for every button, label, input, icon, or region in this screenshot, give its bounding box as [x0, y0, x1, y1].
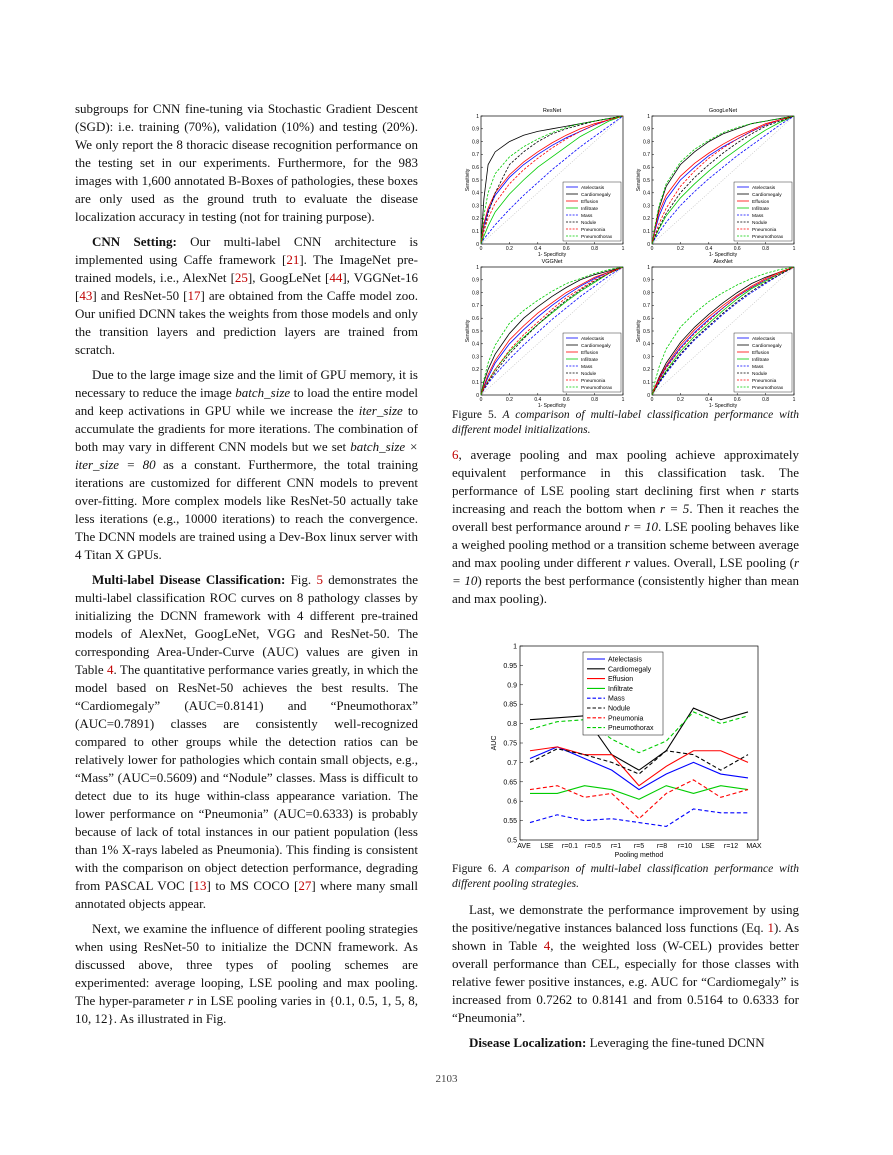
legend-label: Cardiomegaly — [608, 666, 652, 674]
legend-label: Mass — [752, 364, 764, 370]
x-tick-label: 0.4 — [534, 397, 542, 403]
figure-link[interactable]: 5 — [316, 572, 323, 587]
y-tick-label: 0.7 — [643, 303, 650, 310]
legend-label: Cardiomegaly — [581, 343, 611, 349]
x-tick-label: 0.6 — [562, 246, 570, 252]
y-tick-label: 0.8 — [472, 290, 479, 297]
x-axis-label: 1- Specificity — [537, 252, 567, 258]
citation-link[interactable]: 27 — [298, 878, 312, 893]
y-tick-label: 0.9 — [643, 126, 650, 133]
legend-label: Atelectasis — [581, 336, 605, 342]
y-tick-label: 0.4 — [643, 341, 650, 348]
chart-title: VGGNet — [541, 259, 563, 265]
x-tick-label: r=8 — [656, 843, 668, 850]
left-column — [75, 100, 418, 1035]
x-tick-label: 0 — [650, 246, 654, 252]
x-tick-label: 0.6 — [733, 397, 741, 403]
equation-link[interactable]: 1 — [767, 920, 774, 935]
legend-label: Pneumonia — [581, 227, 606, 233]
y-tick-label: 0.4 — [472, 190, 479, 197]
legend-label: Nodule — [752, 220, 768, 226]
x-axis-label: 1- Specificity — [708, 252, 738, 258]
figure-link[interactable]: 6 — [452, 447, 459, 462]
legend-label: Pneumonia — [581, 378, 606, 384]
y-tick-label: 0 — [476, 241, 479, 248]
y-tick-label: 0 — [476, 392, 479, 399]
x-tick-label: r=12 — [723, 843, 739, 850]
y-tick-label: 0.7 — [472, 303, 479, 310]
legend-label: Effusion — [608, 676, 634, 684]
legend-label: Infiltrate — [608, 685, 633, 693]
y-tick-label: 1 — [476, 264, 479, 271]
legend-label: Pneumothorax — [752, 385, 784, 391]
y-axis-label: Sensitivity — [636, 319, 642, 343]
y-tick-label: 0.3 — [643, 203, 650, 210]
citation-link[interactable]: 44 — [329, 270, 343, 285]
legend-label: Cardiomegaly — [581, 192, 611, 198]
right-column-upper — [452, 408, 799, 615]
y-tick-label: 1 — [476, 113, 479, 120]
legend-label: Nodule — [581, 220, 597, 226]
y-axis-label: Sensitivity — [465, 168, 471, 192]
x-tick-label: 0.4 — [705, 246, 713, 252]
page-number: 2103 — [435, 1073, 458, 1085]
legend-label: Infiltrate — [752, 206, 770, 212]
paragraph-lse-pooling: 6, average pooling and max pooling achieve approximately equivalent performance in this classification task. The performance of LSE pooling start declining first when r starts increasing and reach the bottom when r = 5. Then it reaches the overall best performance around r = 10. LSE pooling behaves like a weighed pooling method or a transition scheme between average and max pooling under different r values. Overall, LSE pooling (r = 10) reports the best performance (consistently higher than mean and max pooling). — [452, 447, 800, 606]
legend-label: Atelectasis — [581, 185, 605, 191]
y-tick-label: 0.6 — [643, 165, 650, 171]
legend-label: Pneumonia — [608, 715, 644, 723]
x-tick-label: LSE — [540, 843, 554, 850]
legend-label: Pneumothorax — [752, 234, 784, 240]
paragraph-batch-size: Due to the large image size and the limit of GPU memory, it is necessary to reduce the image batch_size to load the entire model and keep activations in GPU while we increase the iter_size to accumulate the gradients for more iterations. The combination of both may vary in different CNN models but we set batch_size × iter_size = 80 as a constant. Furthermore, the total training iterations are customized for different CNN models to prevent over-fitting. More complex models like ResNet-50 actually take less iterations (e.g., 10000 iterations) to reach the convergence. The DCNN models are trained using a Dev-Box linux server with 4 Titan X GPUs. — [75, 367, 419, 562]
x-tick-label: 0.6 — [562, 397, 570, 403]
y-tick-label: 0.6 — [507, 798, 517, 806]
x-tick-label: r=10 — [677, 843, 693, 850]
y-tick-label: 0.5 — [472, 177, 479, 184]
y-tick-label: 1 — [647, 113, 650, 120]
legend-label: Effusion — [752, 199, 770, 205]
legend-label: Infiltrate — [752, 357, 770, 363]
x-tick-label: 0.8 — [762, 397, 770, 403]
y-axis-label: Sensitivity — [465, 319, 471, 343]
y-tick-label: 0.4 — [643, 190, 650, 197]
x-tick-label: 0.2 — [505, 397, 513, 403]
x-tick-label: 1 — [621, 246, 625, 252]
paragraph-pooling: Next, we examine the influence of different pooling strategies when using ResNet-50 to initialize the DCNN framework. As discussed above, three types of pooling schemes are experimented: average looping, LSE pooling and max pooling. The hyper-parameter r in LSE pooling varies in {0.1, 0.5, 1, 5, 8, 10, 12}. As illustrated in Fig. — [75, 921, 418, 1026]
legend-label: Pneumothorax — [581, 385, 613, 391]
x-tick-label: 1 — [792, 246, 796, 252]
x-tick-label: 0.2 — [676, 246, 684, 252]
y-tick-label: 0.5 — [643, 328, 650, 335]
y-tick-label: 0.1 — [643, 229, 650, 235]
x-tick-label: r=1 — [610, 843, 622, 850]
legend-label: Effusion — [752, 350, 770, 356]
legend-label: Atelectasis — [608, 656, 642, 664]
figure-6-caption: Figure 6. A comparison of multi-label classification performance with different pooling strategies. — [452, 863, 799, 890]
x-tick-label: AVE — [517, 843, 531, 850]
y-tick-label: 0 — [647, 241, 650, 248]
y-tick-label: 0.7 — [643, 152, 650, 159]
y-tick-label: 0.3 — [643, 354, 650, 361]
x-tick-label: 0.8 — [762, 246, 770, 252]
legend-label: Cardiomegaly — [752, 192, 782, 198]
y-tick-label: 0.1 — [643, 380, 650, 386]
legend-label: Pneumothorax — [608, 725, 654, 733]
y-tick-label: 0.5 — [643, 177, 650, 184]
y-tick-label: 0.95 — [503, 662, 517, 670]
legend-box — [583, 652, 663, 735]
legend-label: Nodule — [581, 371, 597, 377]
y-tick-label: 0.1 — [472, 229, 479, 235]
x-tick-label: r=0.5 — [584, 843, 602, 850]
y-tick-label: 0.5 — [472, 328, 479, 335]
x-tick-label: 0 — [479, 397, 483, 403]
chart-title: ResNet — [542, 108, 562, 114]
y-tick-label: 0.55 — [503, 818, 517, 826]
right-column-lower — [452, 862, 799, 1059]
legend-label: Effusion — [581, 199, 599, 205]
y-tick-label: 0.75 — [503, 740, 517, 748]
y-tick-label: 0.7 — [507, 759, 517, 767]
x-tick-label: LSE — [701, 843, 715, 850]
figure-6-pooling-chart — [478, 638, 768, 860]
y-tick-label: 0.5 — [507, 837, 517, 845]
legend-label: Atelectasis — [752, 185, 776, 191]
y-tick-label: 0.85 — [503, 701, 517, 709]
y-tick-label: 0.8 — [643, 139, 650, 146]
y-axis-label: AUC — [491, 735, 498, 751]
legend-label: Infiltrate — [581, 206, 599, 212]
y-tick-label: 0.6 — [472, 165, 479, 171]
y-tick-label: 0.8 — [507, 721, 517, 729]
x-axis-label: 1- Specificity — [708, 403, 738, 409]
legend-label: Pneumonia — [752, 378, 777, 384]
x-tick-label: 1 — [621, 397, 625, 403]
citation-link[interactable]: 21 — [286, 252, 300, 267]
y-tick-label: 0.7 — [472, 152, 479, 159]
y-tick-label: 0.2 — [643, 216, 650, 223]
x-tick-label: 0.2 — [505, 246, 513, 252]
x-axis-label: Pooling method — [614, 852, 664, 859]
y-tick-label: 0.65 — [503, 779, 517, 787]
x-tick-label: 1 — [792, 397, 796, 403]
table-link[interactable]: 4 — [107, 662, 114, 677]
y-axis-label: Sensitivity — [636, 168, 642, 192]
y-tick-label: 0.9 — [472, 126, 479, 133]
x-tick-label: 0 — [650, 397, 654, 403]
legend-label: Mass — [581, 213, 593, 219]
legend-label: Nodule — [752, 371, 768, 377]
x-tick-label: 0.4 — [705, 397, 713, 403]
paragraph-split-data: subgroups for CNN fine-tuning via Stochastic Gradient Descent (SGD): i.e. training (70%), validation (10%) and testing (20%). We only report the 8 thoracic disease recognition performance on the testing set in our experiments. Furthermore, for the 983 images with 1,600 annotated B-Boxes of pathologies, these boxes are only used as the ground truth to evaluate the disease localization accuracy in testing (not for training purpose). — [75, 101, 418, 224]
legend-label: Mass — [581, 364, 593, 370]
citation-link[interactable]: 43 — [79, 288, 93, 303]
legend-label: Effusion — [581, 350, 599, 356]
y-tick-label: 0.9 — [643, 277, 650, 284]
legend-label: Mass — [752, 213, 764, 219]
y-tick-label: 0.2 — [472, 216, 479, 223]
x-tick-label: 0.8 — [591, 246, 599, 252]
legend-label: Pneumothorax — [581, 234, 613, 240]
figure-5-caption: Figure 5. A comparison of multi-label classification performance with different model initializations. — [452, 409, 799, 436]
y-tick-label: 0.6 — [472, 316, 479, 322]
paragraph-balanced-loss: Last, we demonstrate the performance improvement by using the positive/negative instances balanced loss functions (Eq. 1). As shown in Table 4, the weighted loss (W-CEL) provides better overall performance than CEL, especially for those classes with relative fewer positive instances, e.g. AUC for “Cardiomegaly” is increased from 0.7262 to 0.8141 and from 0.5164 to 0.6333 for “Pneumonia”. — [452, 902, 799, 1025]
legend-label: Mass — [608, 695, 625, 703]
y-tick-label: 0.9 — [472, 277, 479, 284]
y-tick-label: 0.4 — [472, 341, 479, 348]
chart-title: AlexNet — [713, 259, 733, 265]
x-tick-label: r=5 — [633, 843, 645, 850]
y-tick-label: 1 — [647, 264, 650, 271]
y-tick-label: 0.1 — [472, 380, 479, 386]
y-tick-label: 0 — [647, 392, 650, 399]
y-tick-label: 0.8 — [643, 290, 650, 297]
x-tick-label: 0.2 — [676, 397, 684, 403]
y-tick-label: 0.3 — [472, 354, 479, 361]
legend-label: Cardiomegaly — [752, 343, 782, 349]
x-tick-label: MAX — [746, 843, 762, 850]
paragraph-disease-localization: Disease Localization: Leveraging the fine-tuned DCNN — [469, 1035, 765, 1050]
legend-label: Infiltrate — [581, 357, 599, 363]
y-tick-label: 0.3 — [472, 203, 479, 210]
x-tick-label: 0 — [479, 246, 483, 252]
y-tick-label: 0.6 — [643, 316, 650, 322]
x-tick-label: 0.4 — [534, 246, 542, 252]
legend-label: Nodule — [608, 705, 631, 713]
y-tick-label: 0.8 — [472, 139, 479, 146]
legend-label: Atelectasis — [752, 336, 776, 342]
x-axis-label: 1- Specificity — [537, 403, 567, 409]
citation-link[interactable]: 25 — [234, 270, 248, 285]
figure-5-roc-grid — [452, 100, 802, 409]
y-tick-label: 1 — [513, 643, 517, 651]
table-link[interactable]: 4 — [543, 938, 551, 953]
citation-link[interactable]: 17 — [187, 288, 201, 303]
x-tick-label: 0.8 — [591, 397, 599, 403]
y-tick-label: 0.2 — [643, 367, 650, 374]
paragraph-multilabel-classification: Multi-label Disease Classification: Fig. 5 demonstrates the multi-label classification ROC curves on 8 pathology classes by initializing the DCNN framework with 4 different pre-trained models of AlexNet, GoogLeNet, VGG and ResNet-50. The corresponding Area-Under-Curve (AUC) values are given in Table 4. The quantitative performance varies greatly, in which the model based on ResNet-50 achieves the best results. The “Cardiomegaly” (AUC=0.8141) and “Pneumothorax” (AUC=0.7891) classes are consistently well-recognized compared to other groups while the detection ratios can be relatively lower for pathologies which contain small objects, e.g., “Mass” (AUC=0.5609) and “Nodule” classes. Mass is difficult to detect due to its huge within-class appearance variation. The lower performance on “Pneumonia” (AUC=0.6333) is probably because of lack of total instances in our patient population (less than 1% X-rays labeled as Pneumonia). This finding is consistent with the comparison on object detection performance, degrading from PASCAL VOC [13] to MS COCO [27] where many small annotated objects appear. — [75, 572, 419, 911]
chart-title: GoogLeNet — [708, 108, 738, 114]
citation-link[interactable]: 13 — [193, 878, 207, 893]
legend-label: Pneumonia — [752, 227, 777, 233]
paragraph-cnn-setting: CNN Setting: Our multi-label CNN architecture is implemented using Caffe framework [21]. The ImageNet pre-trained models, i.e., AlexNet [25], GoogLeNet [44], VGGNet-16 [43] and ResNet-50 [17] are obtained from the Caffe model zoo. Our unified DCNN takes the weights from those models and only the transition layers and prediction layers are trained from scratch. — [75, 234, 419, 357]
x-tick-label: 0.6 — [733, 246, 741, 252]
y-tick-label: 0.2 — [472, 367, 479, 374]
y-tick-label: 0.9 — [507, 682, 517, 690]
x-tick-label: r=0.1 — [561, 843, 579, 850]
